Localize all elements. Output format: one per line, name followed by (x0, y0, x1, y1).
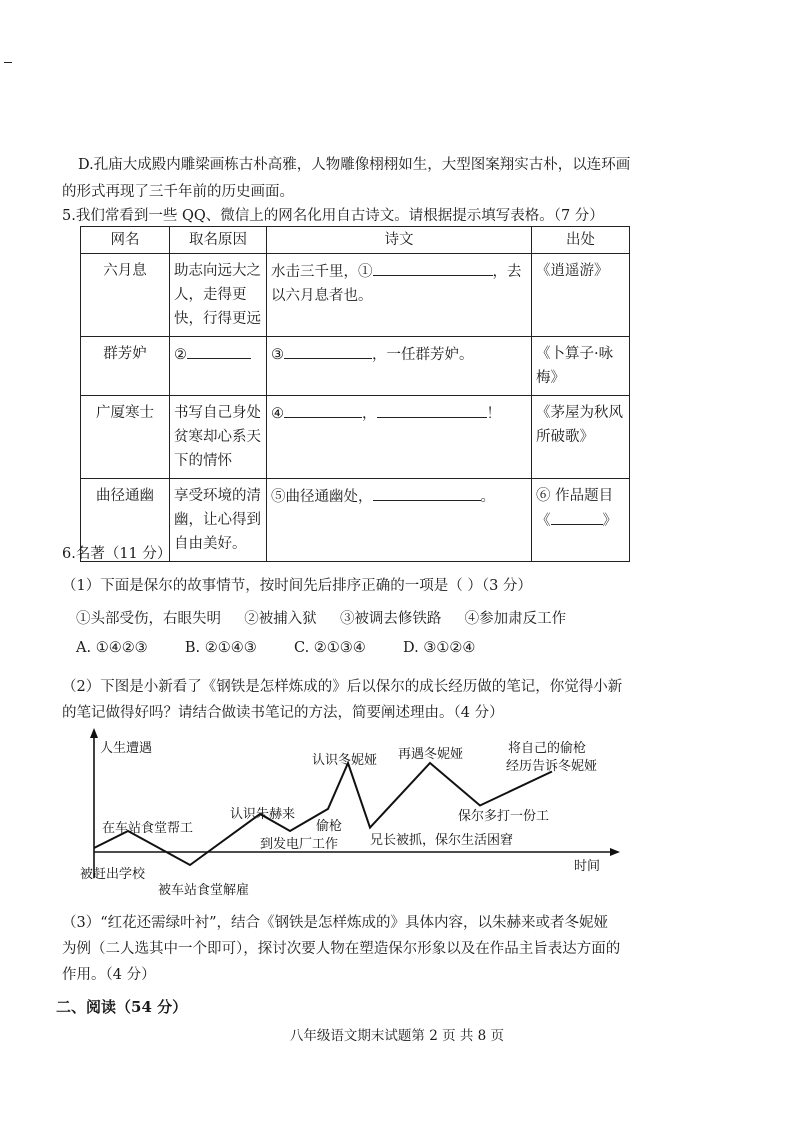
poem-text: ，去以六月息者也。 (271, 264, 522, 304)
book-mark-open: 《 (536, 513, 551, 529)
question-6-2 (62, 674, 622, 726)
table-header-row (81, 227, 630, 254)
choice-b[interactable]: B. ②①④③ (184, 640, 257, 656)
event-label: 认识冬妮娅 (312, 753, 378, 768)
answer-blank-4b[interactable] (377, 401, 487, 418)
table-row (81, 254, 630, 337)
poem-cell (267, 479, 532, 562)
book-mark-close: 》 (602, 513, 617, 529)
source-cell: 《茅屋为秋风所破歌》 (532, 396, 630, 479)
header-cell: 诗文 (267, 227, 532, 254)
option-d-line1: D.孔庙大成殿内雕梁画栋古朴高雅，人物雕像栩栩如生，大型图案翔实古朴，以连环画 (78, 157, 631, 173)
header-cell: 取名原因 (170, 227, 267, 254)
q6-3-line1: （3）“红花还需绿叶衬”，结合《钢铁是怎样炼成的》具体内容，以朱赫来或者冬妮娅 (62, 915, 609, 931)
q6-3-line3: 作用。（4 分） (62, 967, 156, 983)
poem-text: ！ (486, 406, 501, 422)
source-cell (532, 479, 630, 562)
nickname-cell: 广厦寒士 (81, 396, 170, 479)
y-axis-label: 人生遭遇 (100, 741, 153, 756)
event-item: ②被捕入狱 (244, 611, 317, 627)
answer-blank-1[interactable] (373, 259, 493, 276)
x-axis-arrow (610, 848, 620, 856)
x-axis-label: 时间 (574, 859, 601, 874)
answer-blank-5[interactable] (373, 484, 481, 501)
reason-cell: 享受环境的清幽，让心得到自由美好。 (170, 479, 267, 562)
event-label: 兄长被抓，保尔生活困窘 (370, 833, 514, 848)
event-list (76, 607, 566, 628)
poem-cell (267, 337, 532, 396)
table-row (81, 396, 630, 479)
event-item: ④参加肃反工作 (464, 611, 567, 627)
poem-text: ， (362, 406, 377, 422)
y-axis-arrow (90, 728, 98, 738)
poem-text: ，一任群芳妒。 (372, 347, 474, 363)
event-label: 认识朱赫来 (230, 807, 296, 822)
question-6-1: （1）下面是保尔的故事情节，按时间先后排序正确的一项是（ ）（3 分） (62, 578, 532, 594)
choice-c[interactable]: C. ②①③④ (294, 640, 366, 656)
choice-d[interactable]: D. ③①②④ (403, 640, 476, 656)
blank-number: ② (174, 347, 187, 363)
nickname-cell: 群芳妒 (81, 337, 170, 396)
question-6-3 (62, 910, 620, 988)
source-label: ⑥ 作品题目 (536, 488, 614, 504)
event-label: 偷枪 (316, 819, 343, 834)
q6-3-line2: 为例（二人选其中一个即可），探讨次要人物在塑造保尔形象以及在作品主旨表达方面的 (62, 941, 621, 957)
section-2-title: 二、阅读（54 分） (56, 998, 188, 1016)
event-label: 保尔多打一份工 (458, 809, 550, 824)
event-item: ③被调去修铁路 (339, 611, 442, 627)
choice-a[interactable]: A. ①④②③ (76, 640, 148, 656)
answer-blank-6[interactable] (551, 508, 603, 525)
reason-cell (170, 337, 267, 396)
question-6-title: 6.名著（11 分） (62, 546, 172, 562)
blank-number: ④ (271, 406, 284, 422)
event-label: 将自己的偷枪经历告诉冬妮娅 (506, 741, 598, 774)
event-label: 再遇冬妮娅 (398, 747, 464, 762)
poem-text: 。 (480, 489, 495, 505)
source-cell: 《逍遥游》 (532, 254, 630, 337)
header-cell: 网名 (81, 227, 170, 254)
event-label: 被车站食堂解雇 (158, 883, 250, 898)
answer-blank-2[interactable] (187, 342, 251, 359)
event-label: 到发电厂工作 (260, 837, 339, 852)
page-footer: 八年级语文期末试题第 2 页 共 8 页 (289, 1028, 505, 1044)
nickname-cell: 六月息 (81, 254, 170, 337)
poem-cell (267, 254, 532, 337)
header-cell: 出处 (532, 227, 630, 254)
answer-blank-4a[interactable] (284, 401, 362, 418)
choice-list (76, 640, 475, 656)
reason-cell: 书写自己身处贫寒却心系天下的情怀 (170, 396, 267, 479)
table-row (81, 337, 630, 396)
blank-number: ③ (271, 347, 284, 363)
poem-table (80, 226, 630, 562)
poem-text: 水击三千里，① (271, 264, 373, 280)
poem-text: ⑤曲径通幽处， (271, 489, 373, 505)
option-d (62, 152, 647, 206)
nickname-cell: 曲径通幽 (81, 479, 170, 562)
question-5-title: 5.我们常看到一些 QQ、微信上的网名化用自古诗文。请根据提示填写表格。（7 分） (62, 208, 604, 224)
q6-2-line1: （2）下图是小新看了《钢铁是怎样炼成的》后以保尔的成长经历做的笔记，你觉得小新 (62, 679, 623, 695)
event-label: 被赶出学校 (80, 867, 146, 882)
answer-blank-3[interactable] (284, 342, 372, 359)
reason-cell: 助志向远大之人，走得更快，行得更远 (170, 254, 267, 337)
source-cell: 《卜算子·咏梅》 (532, 337, 630, 396)
event-item: ①头部受伤，右眼失明 (76, 611, 221, 627)
page-mark (4, 62, 12, 63)
option-d-line2: 的形式再现了三千年前的历史画面。 (62, 184, 294, 200)
q6-2-line2: 的笔记做得好吗？请结合做读书笔记的方法，简要阐述理由。（4 分） (62, 705, 504, 721)
poem-cell (267, 396, 532, 479)
life-line-chart (80, 728, 620, 908)
event-label: 在车站食堂帮工 (102, 821, 194, 836)
